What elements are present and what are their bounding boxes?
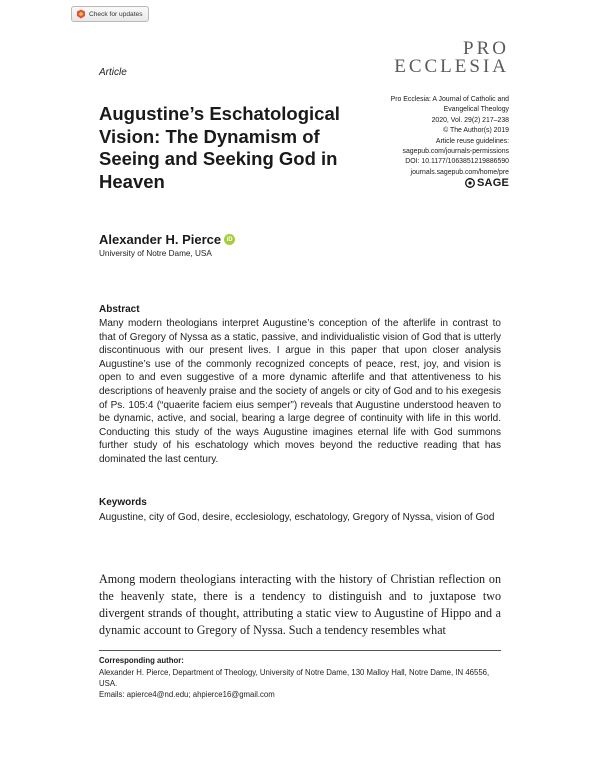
article-type-label: Article — [99, 67, 127, 78]
journal-logo — [394, 40, 509, 76]
check-updates-label: Check for updates — [89, 10, 143, 18]
corresponding-author-details — [99, 667, 501, 701]
article-title: Augustine’s Eschatological Vision: The Dynamism of Seeing and Seeking God in Heaven — [99, 103, 340, 192]
meta-permissions-link[interactable]: sagepub.com/journals-permissions — [402, 148, 509, 156]
publisher-name: SAGE — [477, 177, 509, 189]
meta-journal-name: Pro Ecclesia: A Journal of Catholic and — [390, 96, 509, 103]
publisher-logo — [465, 177, 509, 189]
journal-logo-line1: PRO — [463, 38, 509, 59]
author-affiliation: University of Notre Dame, USA — [99, 249, 212, 258]
abstract-text: Many modern theologians interpret Augustine’s conception of the afterlife in contrast to that of Gregory of Nyssa as a static, passive, and individualistic vision of God that is utterly discontinuous with our present lives. I argue in this paper that upon closer analysis Augustine’s use of the commonly recognized concepts of peace, rest, joy, and vision is open to and even suggestive of a more dynamic afterlife and that attentiveness to his descriptions of heavenly praise and the society of angels or city of God and to his exegesis of Ps. 105:4 (“quaerite faciem eius semper”) reveals that Augustine understood heaven to be dynamic, active, and social, bearing a large degree of continuity with life in this world. Conducting this study of the ways Augustine imagines eternal life with God summons further study of his eschatology which moves beyond the reductive reading that has dominated the last century. — [99, 318, 501, 465]
check-for-updates-button[interactable] — [71, 6, 149, 22]
author-name: Alexander H. Pierce — [99, 232, 222, 247]
author-line — [99, 232, 235, 247]
corresponding-author-address: Alexander H. Pierce, Department of Theology, University of Notre Dame, 130 Malloy Hall, Notre Dame, IN 46556, USA. — [99, 668, 490, 689]
meta-journal-subtitle: Evangelical Theology — [443, 106, 509, 114]
abstract-heading: Abstract — [99, 304, 140, 315]
sage-logo-icon — [465, 178, 475, 188]
check-updates-icon — [76, 9, 86, 19]
meta-doi-link[interactable]: DOI: 10.1177/1063851219886590 — [405, 158, 509, 166]
keywords-heading: Keywords — [99, 497, 147, 508]
keywords-text: Augustine, city of God, desire, ecclesiology, eschatology, Gregory of Nyssa, vision of God — [99, 512, 495, 523]
body-paragraph: Among modern theologians interacting with the history of Christian reflection on the heavenly state, there is a tendency to distinguish and to juxtapose two divergent strands of thought, attributing a static view to Augustine of Hippo and a dynamic account to Gregory of Nyssa. Such a tendency resembles what — [99, 572, 501, 637]
corresponding-author-heading: Corresponding author: — [99, 656, 184, 665]
meta-journal-link[interactable]: journals.sagepub.com/home/pre — [410, 168, 509, 176]
meta-volume: 2020, Vol. 29(2) 217–238 — [431, 116, 509, 124]
meta-reuse-label: Article reuse guidelines: — [435, 137, 509, 145]
journal-meta — [349, 95, 509, 178]
footnote-divider — [99, 650, 501, 651]
meta-copyright: © The Author(s) 2019 — [443, 127, 509, 135]
journal-logo-line2: ECCLESIA — [394, 56, 509, 78]
orcid-icon[interactable]: iD — [224, 234, 235, 245]
corresponding-author-emails[interactable]: Emails: apierce4@nd.edu; ahpierce16@gmail.com — [99, 690, 275, 700]
